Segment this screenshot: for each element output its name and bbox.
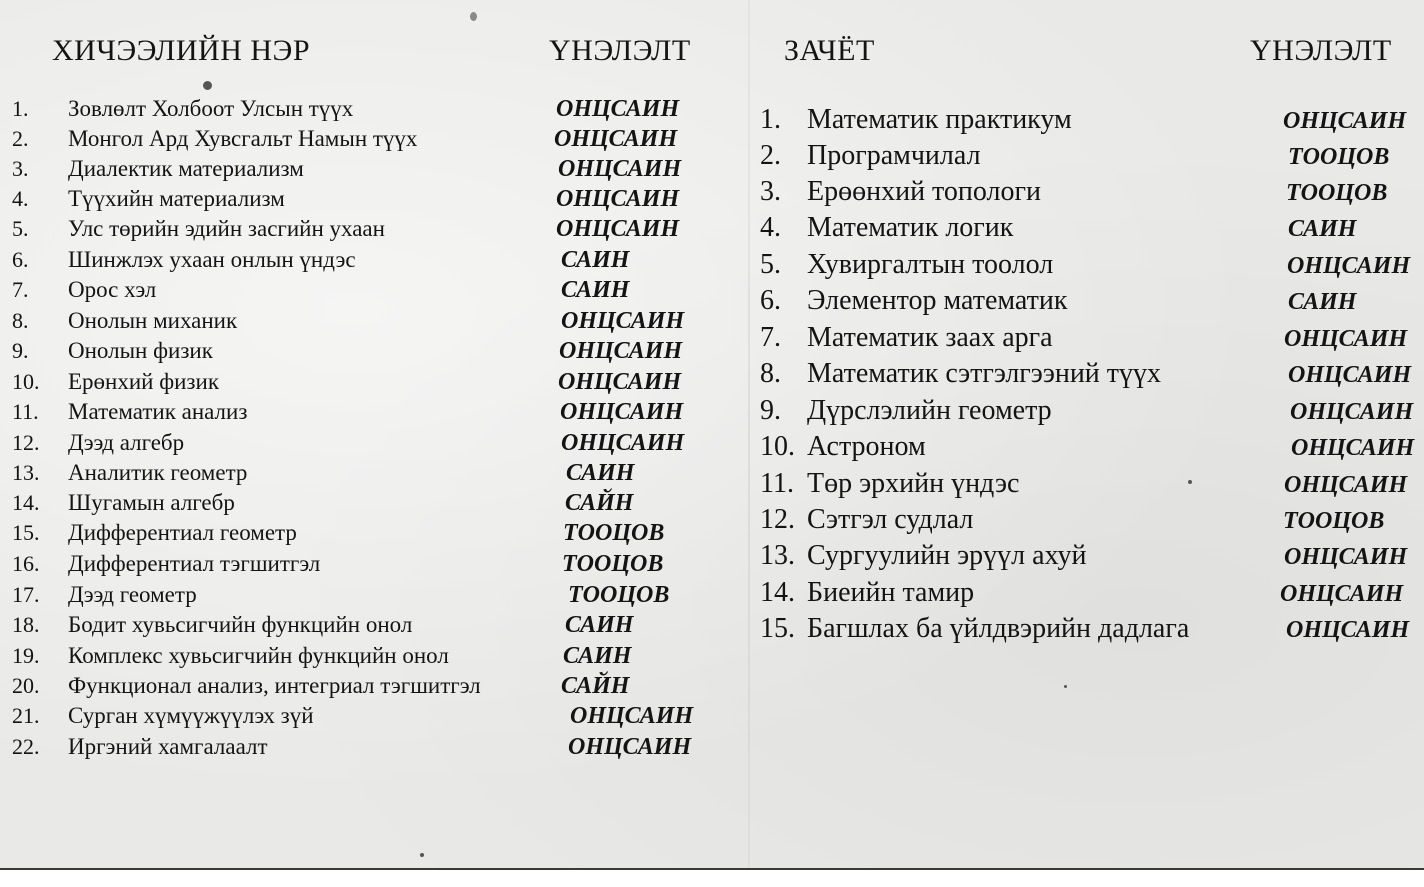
subject-name: Шинжлэх ухаан онлын үндэс xyxy=(68,247,356,272)
subject-name: Програмчилал xyxy=(807,140,981,171)
subject-name: Математик логик xyxy=(807,212,1014,243)
subject-name: Сургуулийн эрүүл ахуй xyxy=(807,540,1087,571)
right-grade-header: ҮНЭЛЭЛТ xyxy=(1250,34,1392,67)
item-number: 9. xyxy=(12,338,29,363)
grade-value: ОНЦСАИН xyxy=(559,338,683,364)
grade-value: ОНЦСАИН xyxy=(1284,472,1408,498)
subject-name: Дифферентиал тэгшитгэл xyxy=(68,551,321,576)
item-number: 18. xyxy=(12,612,40,637)
grade-value: ТООЦОВ xyxy=(1288,144,1390,170)
ink-speck xyxy=(420,853,424,857)
subject-name: Түүхийн материализм xyxy=(68,186,285,211)
paper-fold-crease xyxy=(748,0,750,870)
grade-value: ОНЦСАИН xyxy=(1286,617,1410,643)
item-number: 11. xyxy=(12,399,39,424)
item-number: 22. xyxy=(12,734,40,759)
item-number: 20. xyxy=(12,673,40,698)
item-number: 8. xyxy=(12,308,29,333)
subject-name: Математик сэтгэлгээний түүх xyxy=(807,358,1162,389)
grade-value: САИН xyxy=(561,247,630,273)
item-number: 10. xyxy=(12,369,40,394)
subject-name: Иргэний хамгалаалт xyxy=(68,734,268,759)
subject-name-header: ХИЧЭЭЛИЙН НЭР xyxy=(52,34,311,67)
grade-value: САЙН xyxy=(561,673,630,699)
grade-value: ОНЦСАИН xyxy=(1290,399,1414,425)
subject-name: Математик практикум xyxy=(807,104,1072,135)
item-number: 14. xyxy=(760,577,795,608)
paper-bottom-edge xyxy=(0,868,1424,887)
subject-name: Ерөөнхий топологи xyxy=(807,176,1041,207)
subject-name: Дээд алгебр xyxy=(68,430,185,455)
subject-name: Улс төрийн эдийн засгийн ухаан xyxy=(68,216,385,241)
item-number: 5. xyxy=(760,249,781,280)
item-number: 12. xyxy=(760,504,795,535)
grade-value: ТООЦОВ xyxy=(1283,508,1385,534)
subject-name: Математик анализ xyxy=(68,399,248,424)
item-number: 6. xyxy=(12,247,29,272)
item-number: 6. xyxy=(760,285,781,316)
grade-value: САИН xyxy=(563,643,632,669)
grade-value: ОНЦСАИН xyxy=(560,399,684,425)
item-number: 3. xyxy=(760,176,781,207)
item-number: 16. xyxy=(12,551,40,576)
grade-value: ОНЦСАИН xyxy=(1284,326,1408,352)
subject-name: Математик заах арга xyxy=(807,322,1053,353)
grade-value: ОНЦСАИН xyxy=(1283,108,1407,134)
grade-value: ОНЦСАИН xyxy=(1288,362,1412,388)
subject-name: Төр эрхийн үндэс xyxy=(807,468,1020,499)
grade-value: ОНЦСАИН xyxy=(561,308,685,334)
subject-name: Орос хэл xyxy=(68,277,157,302)
subject-name: Аналитик геометр xyxy=(68,460,248,485)
item-number: 13. xyxy=(760,540,795,571)
subject-name: Зовлөлт Холбоот Улсын түүх xyxy=(68,96,354,121)
item-number: 15. xyxy=(12,520,40,545)
subject-name: Бодит хувьсигчийн функцийн онол xyxy=(68,612,413,637)
grade-value: ОНЦСАИН xyxy=(554,126,678,152)
item-number: 13. xyxy=(12,460,40,485)
grade-value: САИН xyxy=(1288,289,1357,315)
subject-name: Элементор математик xyxy=(807,285,1068,316)
subject-name: Ерөнхий физик xyxy=(68,369,220,394)
grade-value: ОНЦСАИН xyxy=(1280,581,1404,607)
grade-value: ТООЦОВ xyxy=(568,582,670,608)
item-number: 1. xyxy=(760,104,781,135)
subject-name: Онолын миханик xyxy=(68,308,238,333)
item-number: 15. xyxy=(760,613,795,644)
item-number: 10. xyxy=(760,431,795,462)
subject-name: Хувиргалтын тоолол xyxy=(807,249,1054,280)
grade-value: ОНЦСАИН xyxy=(558,369,682,395)
subject-name: Дээд геометр xyxy=(68,582,197,607)
grade-value: ОНЦСАИН xyxy=(570,703,694,729)
subject-name: Астроном xyxy=(807,431,926,462)
grade-value: ОНЦСАИН xyxy=(1287,253,1411,279)
grade-value: САИН xyxy=(566,460,635,486)
item-number: 14. xyxy=(12,490,40,515)
grade-value: ОНЦСАИН xyxy=(1291,435,1415,461)
grade-value: САИН xyxy=(561,277,630,303)
item-number: 7. xyxy=(12,277,29,302)
item-number: 21. xyxy=(12,703,40,728)
item-number: 5. xyxy=(12,216,29,241)
subject-name: Сэтгэл судлал xyxy=(807,504,974,535)
subject-name: Дифферентиал геометр xyxy=(68,520,297,545)
grade-value: САЙН xyxy=(565,490,634,516)
subject-name: Сурган хүмүүжүүлэх зүй xyxy=(68,703,314,728)
item-number: 8. xyxy=(760,358,781,389)
grade-value: ОНЦСАИН xyxy=(556,216,680,242)
item-number: 11. xyxy=(760,468,794,499)
subject-name: Шугамын алгебр xyxy=(68,490,235,515)
subject-name: Диалектик материализм xyxy=(68,156,304,181)
grade-value: ТООЦОВ xyxy=(1286,180,1388,206)
grade-value: ОНЦСАИН xyxy=(556,96,680,122)
item-number: 17. xyxy=(12,582,40,607)
grade-value: САИН xyxy=(565,612,634,638)
item-number: 4. xyxy=(12,186,29,211)
left-grade-header: ҮНЭЛЭЛТ xyxy=(549,34,691,67)
subject-name: Багшлах ба үйлдвэрийн дадлага xyxy=(807,613,1190,644)
ink-speck xyxy=(203,81,212,90)
item-number: 2. xyxy=(12,126,29,151)
grade-value: ТООЦОВ xyxy=(563,520,665,546)
grade-value: ОНЦСАИН xyxy=(556,186,680,212)
item-number: 7. xyxy=(760,322,781,353)
credit-header: ЗАЧЁТ xyxy=(784,34,875,67)
grade-value: ОНЦСАИН xyxy=(1284,544,1408,570)
subject-name: Биеийн тамир xyxy=(807,577,975,608)
ink-speck xyxy=(1188,480,1192,484)
subject-name: Дүрслэлийн геометр xyxy=(807,395,1052,426)
grade-value: ТООЦОВ xyxy=(562,551,664,577)
grade-value: САИН xyxy=(1288,216,1357,242)
ink-speck xyxy=(470,12,477,21)
item-number: 12. xyxy=(12,430,40,455)
item-number: 19. xyxy=(12,643,40,668)
grade-value: ОНЦСАИН xyxy=(561,430,685,456)
item-number: 4. xyxy=(760,212,781,243)
item-number: 9. xyxy=(760,395,781,426)
subject-name: Комплекс хувьсигчийн функцийн онол xyxy=(68,643,449,668)
subject-name: Монгол Ард Хувсгальт Намын түүх xyxy=(68,126,418,151)
grade-value: ОНЦСАИН xyxy=(558,156,682,182)
ink-speck xyxy=(1064,685,1067,688)
subject-name: Онолын физик xyxy=(68,338,213,363)
grade-value: ОНЦСАИН xyxy=(568,734,692,760)
item-number: 2. xyxy=(760,140,781,171)
item-number: 3. xyxy=(12,156,29,181)
subject-name: Функционал анализ, интегриал тэгшитгэл xyxy=(68,673,481,698)
item-number: 1. xyxy=(12,96,29,121)
